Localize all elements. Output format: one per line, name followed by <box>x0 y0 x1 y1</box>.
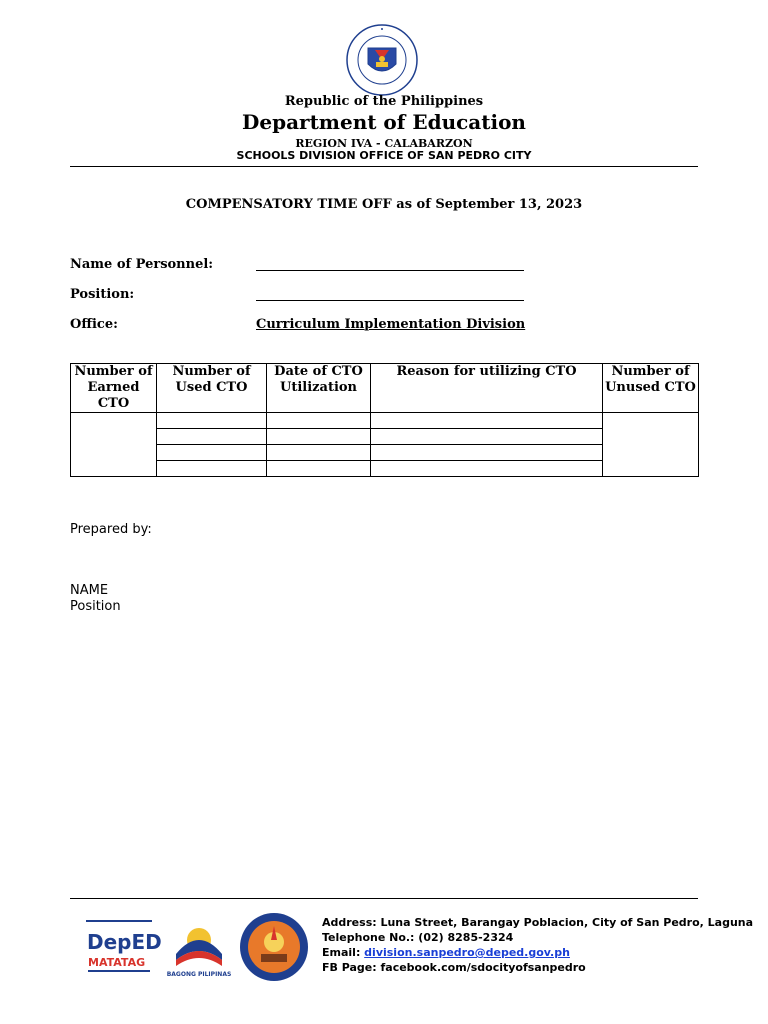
footer-telephone: Telephone No.: (02) 8285-2324 <box>322 931 514 944</box>
reason-cell[interactable] <box>371 461 603 477</box>
signatory-position: Position <box>70 599 121 614</box>
date-cell[interactable] <box>267 445 371 461</box>
deped-seal-icon <box>346 24 418 96</box>
col-date-utilization: Date of CTO Utilization <box>267 364 371 413</box>
col-reason: Reason for utilizing CTO <box>371 364 603 413</box>
republic-text: Republic of the Philippines <box>284 94 484 109</box>
footer-divider <box>70 898 698 899</box>
table-header-row <box>71 364 699 413</box>
email-link[interactable]: division.sanpedro@deped.gov.ph <box>364 946 570 959</box>
header-divider <box>70 166 698 167</box>
footer-address: Address: Luna Street, Barangay Poblacion, City of San Pedro, Laguna <box>322 916 754 929</box>
deped-matatag-logo <box>86 918 162 976</box>
region-text: REGION IVA - CALABARZON <box>295 137 473 150</box>
date-cell[interactable] <box>267 461 371 477</box>
division-office-text: SCHOOLS DIVISION OFFICE OF SAN PEDRO CITY <box>236 149 532 162</box>
col-earned-cto: Number of Earned CTO <box>71 364 157 413</box>
position-label: Position: <box>70 287 135 302</box>
col-unused-cto: Number of Unused CTO <box>603 364 699 413</box>
date-cell[interactable] <box>267 413 371 429</box>
signatory-name: NAME <box>70 583 109 598</box>
sdo-san-pedro-seal <box>239 912 309 982</box>
email-label: Email: <box>322 946 365 959</box>
bagong-pilipinas-logo <box>168 916 230 978</box>
reason-cell[interactable] <box>371 445 603 461</box>
svg-text:BAGONG PILIPINAS: BAGONG PILIPINAS <box>166 971 232 978</box>
name-field[interactable] <box>256 270 524 271</box>
table-row <box>71 413 699 429</box>
office-value: Curriculum Implementation Division <box>256 317 526 332</box>
used-cto-cell[interactable] <box>157 429 267 445</box>
earned-cto-cell[interactable] <box>71 413 157 477</box>
svg-text:MATATAG: MATATAG <box>88 956 146 969</box>
used-cto-cell[interactable] <box>157 413 267 429</box>
reason-cell[interactable] <box>371 429 603 445</box>
footer-fb-page: FB Page: facebook.com/sdocityofsanpedro <box>322 961 586 974</box>
cto-table <box>70 363 699 477</box>
used-cto-cell[interactable] <box>157 461 267 477</box>
prepared-by-label: Prepared by: <box>70 522 152 537</box>
col-used-cto: Number of Used CTO <box>157 364 267 413</box>
department-title: Department of Education <box>242 110 526 134</box>
used-cto-cell[interactable] <box>157 445 267 461</box>
svg-text:DepED: DepED <box>87 930 162 954</box>
office-label: Office: <box>70 317 118 332</box>
document-title: COMPENSATORY TIME OFF as of September 13, 2023 <box>185 197 583 212</box>
position-field[interactable] <box>256 300 524 301</box>
reason-cell[interactable] <box>371 413 603 429</box>
footer-email-line <box>322 946 570 960</box>
date-cell[interactable] <box>267 429 371 445</box>
unused-cto-cell[interactable] <box>603 413 699 477</box>
name-label: Name of Personnel: <box>70 257 214 272</box>
